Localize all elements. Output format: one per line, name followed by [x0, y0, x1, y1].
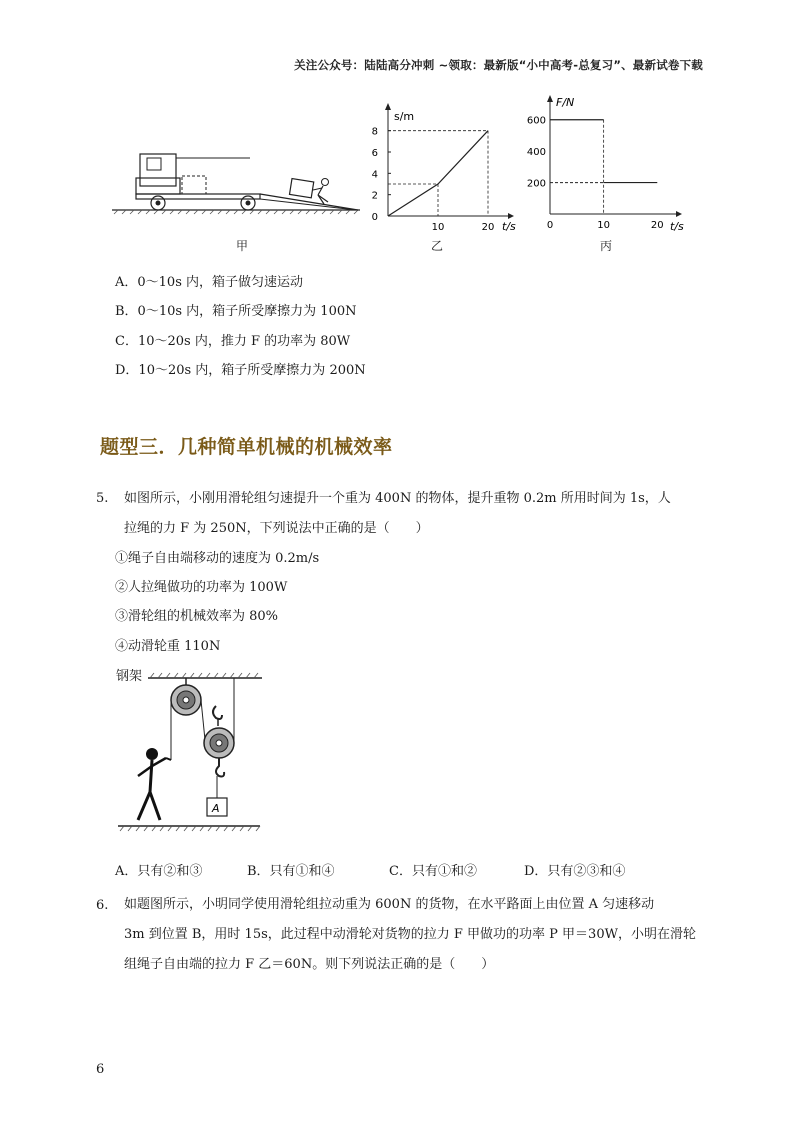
q5-statement-4: ④动滑轮重 110N — [115, 639, 221, 654]
q5-number: 5. — [96, 491, 109, 506]
yi-x-tick-label: 20 — [481, 222, 495, 233]
yi-y-arrow — [385, 103, 391, 110]
figure-yi-caption: 乙 — [431, 239, 444, 253]
q5-statement-2: ②人拉绳做功的功率为 100W — [115, 580, 288, 595]
bing-y-arrow — [547, 95, 553, 102]
yi-x-tick-label: 10 — [431, 222, 445, 233]
bing-y-tick-label: 200 — [526, 178, 546, 190]
q6-line-1: 如题图所示，小明同学使用滑轮组拉动重为 600N 的货物，在水平路面上由位置 A 匀速移动 — [124, 897, 655, 912]
bing-y-axis-label: F/N — [556, 96, 575, 109]
bing-x-arrow — [676, 211, 682, 217]
page-number: 6 — [96, 1062, 105, 1077]
q5-pulley-figure — [112, 668, 272, 840]
figure-jia-caption: 甲 — [236, 239, 249, 253]
yi-y-tick-label: 4 — [371, 169, 378, 181]
q4-option-b: B．0～10s 内，箱子所受摩擦力为 100N — [115, 304, 357, 319]
q4-option-a: A．0～10s 内，箱子做匀速运动 — [115, 275, 304, 290]
q5-line-2: 拉绳的力 F 为 250N，下列说法中正确的是（ ） — [124, 521, 429, 536]
section-title: 题型三．几种简单机械的机械效率 — [100, 436, 393, 458]
yi-y-axis-label: s/m — [394, 110, 415, 123]
q5-option-c: C．只有①和② — [389, 864, 477, 879]
q6-line-3: 组绳子自由端的拉力 F 乙＝60N。则下列说法正确的是（ ） — [124, 957, 495, 972]
yi-y-tick-label: 0 — [371, 212, 378, 223]
q5-line-1: 如图所示，小刚用滑轮组匀速提升一个重为 400N 的物体，提升重物 0.2m 所用时间为 1s，人 — [124, 491, 671, 506]
figure-jia-truck-ramp — [110, 140, 370, 230]
bing-x-tick-label: 20 — [650, 220, 664, 231]
bing-y-tick-label: 600 — [526, 115, 546, 127]
q6-number: 6. — [96, 898, 109, 913]
q5-option-d: D．只有②③和④ — [524, 864, 626, 879]
page-header: 关注公众号：陆陆高分冲刺 ~领取：最新版“小中高考-总复习”、最新试卷下载 — [294, 58, 703, 72]
q5-statement-3: ③滑轮组的机械效率为 80% — [115, 609, 279, 624]
q5-statement-1: ①绳子自由端移动的速度为 0.2m/s — [115, 551, 320, 566]
q5-option-a: A．只有②和③ — [115, 864, 203, 879]
yi-y-tick-label: 6 — [371, 148, 378, 159]
q5-option-b: B．只有①和④ — [247, 864, 335, 879]
figure-bing-caption: 丙 — [600, 239, 613, 253]
q4-option-c: C．10～20s 内，推力 F 的功率为 80W — [115, 334, 351, 349]
figure-yi-st-graph — [360, 98, 520, 238]
yi-series-line — [388, 131, 488, 216]
block-a-label: A — [212, 802, 220, 815]
q4-option-d: D．10～20s 内，箱子所受摩擦力为 200N — [115, 363, 366, 378]
bing-x-axis-label: t/s — [670, 220, 684, 233]
yi-x-arrow — [508, 213, 514, 219]
bing-y-tick-label: 400 — [526, 147, 546, 159]
q5-figure-label-steel-frame: 钢架 — [116, 669, 143, 684]
yi-y-tick-label: 8 — [371, 126, 378, 138]
yi-x-axis-label: t/s — [502, 220, 516, 233]
bing-x-tick-label: 10 — [597, 220, 611, 231]
yi-y-tick-label: 2 — [371, 190, 378, 202]
bing-x-tick-label: 0 — [546, 220, 554, 231]
figure-bing-ft-graph — [522, 92, 697, 238]
q6-line-2: 3m 到位置 B，用时 15s，此过程中动滑轮对货物的拉力 F 甲做功的功率 P 甲＝30W，小明在滑轮 — [124, 927, 696, 942]
